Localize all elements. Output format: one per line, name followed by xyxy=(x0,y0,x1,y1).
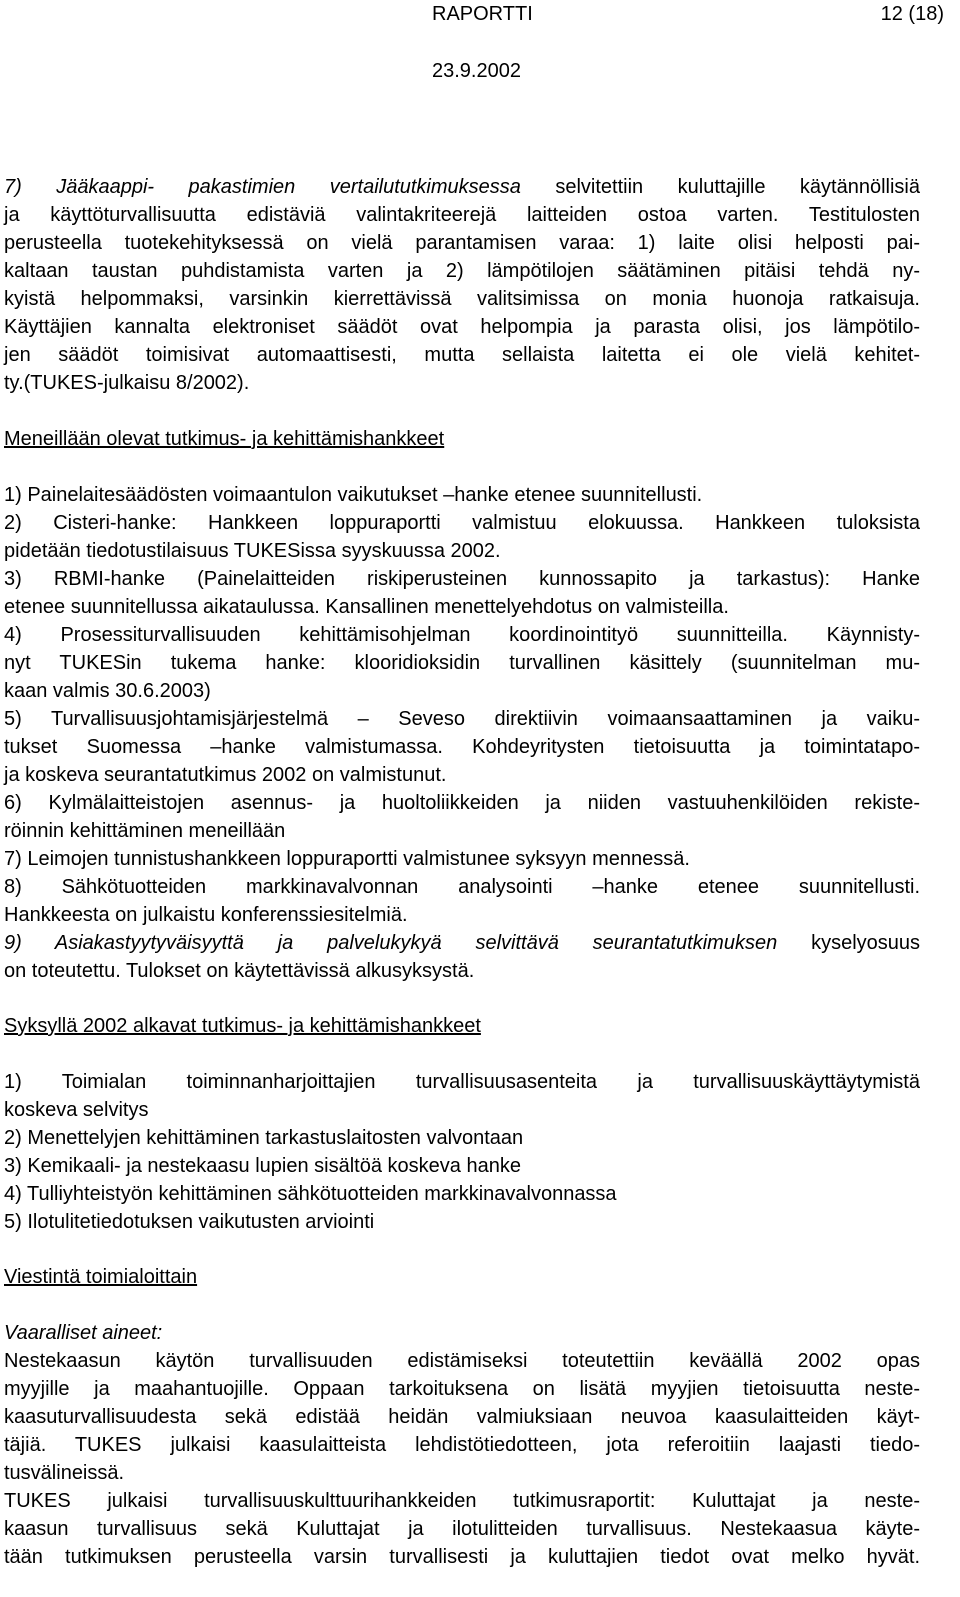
study-title: 9) Asiakastyytyväisyyttä ja palvelukykyä selvittävä seurantatutkimuksen xyxy=(4,932,778,954)
list-item: 2) Cisteri-hanke: Hankkeen loppuraportti valmistuu elokuussa. Hankkeen tuloksista xyxy=(4,512,920,534)
list-item-continuation: nyt TUKESin tukema hanke: klooridioksidin turvallinen käsittely (suunnitelman mu- xyxy=(4,652,920,674)
list-item: 6) Kylmälaitteistojen asennus- ja huoltoliikkeiden ja niiden vastuuhenkilöiden rekiste- xyxy=(4,792,920,814)
subsection-heading: Vaaralliset aineet: xyxy=(4,1322,163,1344)
list-item-continuation: Hankkeesta on julkaistu konferenssiesitelmiä. xyxy=(4,904,408,926)
paragraph-line: perusteella tuotekehityksessä on vielä parantamisen varaa: 1) laite olisi helposti pai- xyxy=(4,232,920,254)
list-item: 3) RBMI-hanke (Painelaitteiden riskiperusteinen kunnossapito ja tarkastus): Hanke xyxy=(4,568,920,590)
list-item-continuation: kaan valmis 30.6.2003) xyxy=(4,680,211,702)
report-date: 23.9.2002 xyxy=(432,60,521,82)
study-title: 7) Jääkaappi- pakastimien vertailututkimuksessa xyxy=(4,176,521,198)
list-item: 2) Menettelyjen kehittäminen tarkastuslaitosten valvontaan xyxy=(4,1127,524,1149)
paragraph-line: tusvälineissä. xyxy=(4,1462,125,1484)
paragraph-line: kaasuturvallisuudesta sekä edistää heidän valmiuksiaan neuvoa kaasulaitteiden käyt- xyxy=(4,1406,920,1428)
section-heading: Syksyllä 2002 alkavat tutkimus- ja kehittämishankkeet xyxy=(4,1015,481,1037)
list-item: 5) Turvallisuusjohtamisjärjestelmä – Seveso direktiivin voimaansaattaminen ja vaiku- xyxy=(4,708,920,730)
list-item: 4) Tulliyhteistyön kehittäminen sähkötuotteiden markkinavalvonnassa xyxy=(4,1183,617,1205)
list-item-continuation: tukset Suomessa –hanke valmistumassa. Kohdeyritysten tietoisuutta ja toimintatapo- xyxy=(4,736,920,758)
paragraph-line: kaasun turvallisuus sekä Kuluttajat ja ilotulitteiden turvallisuus. Nestekaasua käyte- xyxy=(4,1518,920,1540)
paragraph-line: kyistä helpommaksi, varsinkin kierrettävissä valitsimissa on monia huonoja ratkaisuja. xyxy=(4,288,920,310)
list-item: 8) Sähkötuotteiden markkinavalvonnan analysointi –hanke etenee suunnitellusti. xyxy=(4,876,920,898)
list-item: 3) Kemikaali- ja nestekaasu lupien sisältöä koskeva hanke xyxy=(4,1155,521,1177)
list-item: 9) Asiakastyytyväisyyttä ja palvelukykyä selvittävä seurantatutkimuksen kyselyosuus xyxy=(4,932,921,954)
list-item: 1) Painelaitesäädösten voimaantulon vaikutukset –hanke etenee suunnitellusti. xyxy=(4,484,703,506)
paragraph-line: Käyttäjien kannalta elektroniset säädöt ovat helpompia ja parasta olisi, jos lämpötilo- xyxy=(4,316,920,338)
list-item-continuation: koskeva selvitys xyxy=(4,1099,149,1121)
paragraph-line: myyjille ja maahantuojille. Oppaan tarkoituksena on lisätä myyjien tietoisuutta neste- xyxy=(4,1378,920,1400)
paragraph-line: ja käyttöturvallisuutta edistäviä valintakriteerejä laitteiden ostoa varten. Testitulosten xyxy=(4,204,920,226)
list-item-continuation: pidetään tiedotustilaisuus TUKESissa syyskuussa 2002. xyxy=(4,540,501,562)
paragraph-line: jen säädöt toimisivat automaattisesti, mutta sellaista laitetta ei ole vielä kehitet- xyxy=(4,344,920,366)
paragraph-line: 7) Jääkaappi- pakastimien vertailututkimuksessa selvitettiin kuluttajille käytännöllisiä xyxy=(4,176,920,198)
paragraph-line: kaltaan taustan puhdistamista varten ja 2) lämpötilojen säätäminen pitäisi tehdä ny- xyxy=(4,260,920,282)
list-item: 1) Toimialan toiminnanharjoittajien turvallisuusasenteita ja turvallisuuskäyttäytymistä xyxy=(4,1071,920,1093)
section-heading: Meneillään olevat tutkimus- ja kehittämishankkeet xyxy=(4,428,445,450)
paragraph-line: tään tutkimuksen perusteella varsin turvallisesti ja kuluttajien tiedot ovat melko hyvät. xyxy=(4,1546,920,1568)
list-item: 5) Ilotulitetiedotuksen vaikutusten arviointi xyxy=(4,1211,375,1233)
list-item: 7) Leimojen tunnistushankkeen loppuraportti valmistunee syksyyn mennessä. xyxy=(4,848,690,870)
page-header xyxy=(432,3,944,29)
paragraph-line: ty.(TUKES-julkaisu 8/2002). xyxy=(4,372,250,394)
list-item-continuation: röinnin kehittäminen meneillään xyxy=(4,820,286,842)
list-item-continuation: etenee suunnitellussa aikataulussa. Kansallinen menettelyehdotus on valmisteilla. xyxy=(4,596,729,618)
list-item-continuation: ja koskeva seurantatutkimus 2002 on valmistunut. xyxy=(4,764,447,786)
paragraph-line: Nestekaasun käytön turvallisuuden edistämiseksi toteutettiin keväällä 2002 opas xyxy=(4,1350,920,1372)
report-label: RAPORTTI xyxy=(432,3,533,25)
page-number: 12 (18) xyxy=(880,3,944,25)
list-item-continuation: on toteutettu. Tulokset on käytettävissä alkusyksystä. xyxy=(4,960,475,982)
section-heading: Viestintä toimialoittain xyxy=(4,1266,198,1288)
paragraph-line: täjiä. TUKES julkaisi kaasulaitteista lehdistötiedotteen, jota referoitiin laajasti tiedo- xyxy=(4,1434,920,1456)
paragraph-line: TUKES julkaisi turvallisuuskulttuurihankkeiden tutkimusraportit: Kuluttajat ja neste- xyxy=(4,1490,920,1512)
list-item: 4) Prosessiturvallisuuden kehittämisohjelman koordinointityö suunnitteilla. Käynnisty- xyxy=(4,624,920,646)
